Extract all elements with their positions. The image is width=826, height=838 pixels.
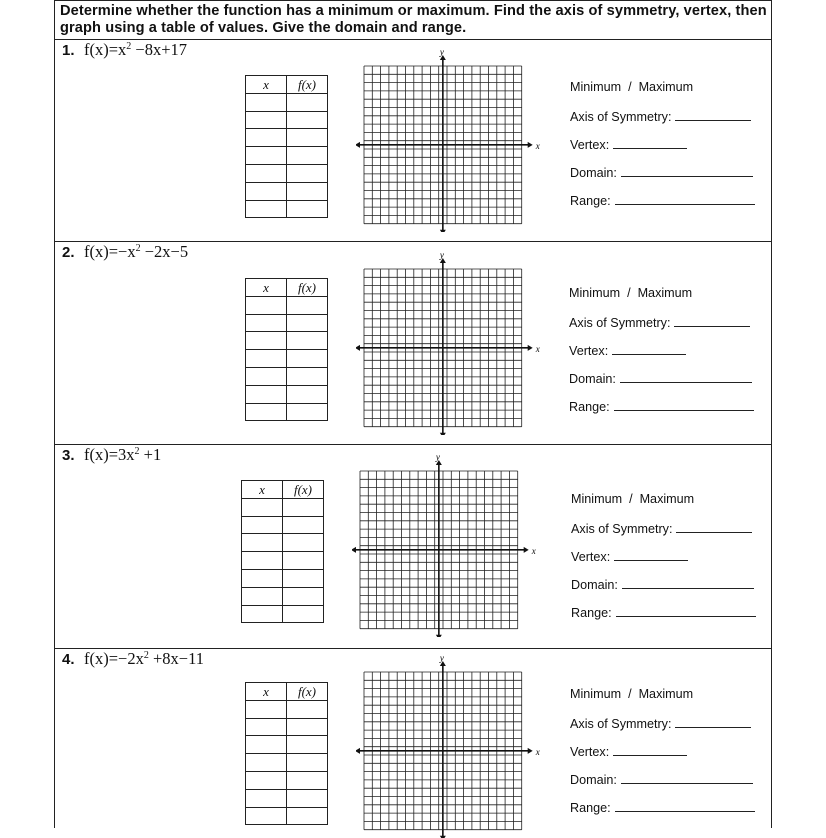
x-cell[interactable] — [242, 552, 283, 570]
fx-cell[interactable] — [283, 552, 324, 570]
x-cell[interactable] — [242, 516, 283, 534]
min-max-choice[interactable] — [570, 688, 693, 701]
range-field[interactable] — [570, 193, 755, 208]
domain-field-label: Domain: — [570, 166, 617, 180]
domain-field[interactable] — [571, 577, 754, 592]
min-max-choice-label: Minimum / Maximum — [570, 80, 694, 94]
range-field-blank[interactable] — [616, 605, 756, 617]
table-row — [246, 129, 328, 147]
range-field[interactable] — [570, 800, 755, 815]
x-axis-arrow-right-icon — [528, 142, 533, 148]
x-cell[interactable] — [246, 367, 287, 385]
table-header-row — [246, 683, 328, 701]
fx-cell[interactable] — [287, 164, 328, 182]
axis-of-symmetry-field[interactable] — [569, 315, 750, 330]
domain-field-label: Domain: — [569, 372, 616, 386]
vertex-field-blank[interactable] — [614, 549, 688, 561]
domain-field[interactable] — [570, 772, 753, 787]
axis-of-symmetry-field-label: Axis of Symmetry: — [570, 717, 672, 731]
fx-cell[interactable] — [287, 296, 328, 314]
fx-cell[interactable] — [287, 111, 328, 129]
vertex-field-label: Vertex: — [569, 344, 609, 358]
axis-of-symmetry-field-blank[interactable] — [676, 521, 752, 533]
x-axis-arrow-left-icon — [356, 142, 360, 148]
axis-of-symmetry-field[interactable] — [570, 716, 751, 731]
table-row — [242, 498, 324, 516]
fx-cell[interactable] — [287, 700, 328, 718]
fx-cell[interactable] — [283, 516, 324, 534]
fx-cell[interactable] — [287, 350, 328, 368]
range-field-label: Range: — [570, 801, 611, 815]
table-row — [246, 93, 328, 111]
x-cell[interactable] — [246, 164, 287, 182]
fx-cell[interactable] — [287, 314, 328, 332]
x-cell[interactable] — [246, 807, 287, 825]
x-header: x — [242, 481, 283, 499]
domain-field-label: Domain: — [571, 578, 618, 592]
fx-cell[interactable] — [287, 332, 328, 350]
expression-right: −8x+17 — [131, 40, 188, 59]
axis-of-symmetry-field[interactable] — [570, 109, 751, 124]
table-row — [246, 736, 328, 754]
expression-right: +1 — [139, 445, 162, 464]
range-field-label: Range: — [571, 606, 612, 620]
axis-of-symmetry-field-blank[interactable] — [675, 109, 751, 121]
expression-right: +8x−11 — [148, 649, 204, 668]
x-cell[interactable] — [242, 587, 283, 605]
x-cell[interactable] — [242, 534, 283, 552]
expression-left: f(x)=−x — [84, 242, 136, 261]
fx-cell[interactable] — [287, 129, 328, 147]
table-of-values — [241, 480, 324, 623]
table-row — [246, 332, 328, 350]
x-cell[interactable] — [246, 200, 287, 218]
x-cell[interactable] — [246, 385, 287, 403]
expression-exponent: 2 — [134, 446, 140, 457]
x-cell[interactable] — [246, 771, 287, 789]
fx-header: f(x) — [287, 683, 328, 701]
problem-number: 3. — [62, 447, 75, 464]
x-axis-arrow-right-icon — [528, 345, 533, 351]
table-row — [242, 569, 324, 587]
vertex-field-blank[interactable] — [613, 744, 687, 756]
table-of-values — [245, 278, 328, 421]
y-axis-label: y — [439, 654, 444, 663]
table-row — [242, 534, 324, 552]
fx-cell[interactable] — [287, 403, 328, 421]
vertex-field[interactable] — [570, 744, 687, 759]
table-row — [242, 552, 324, 570]
table-row — [246, 147, 328, 165]
table-of-values — [245, 682, 328, 825]
x-cell[interactable] — [246, 754, 287, 772]
fx-cell[interactable] — [287, 754, 328, 772]
table-row — [246, 771, 328, 789]
x-cell[interactable] — [242, 498, 283, 516]
x-cell[interactable] — [242, 605, 283, 623]
table-row — [246, 296, 328, 314]
expression-exponent: 2 — [135, 243, 141, 254]
table-row — [246, 807, 328, 825]
fx-cell[interactable] — [287, 147, 328, 165]
x-cell[interactable] — [246, 93, 287, 111]
table-row — [246, 385, 328, 403]
fx-cell[interactable] — [287, 807, 328, 825]
expression-exponent: 2 — [126, 41, 132, 52]
x-axis-label: x — [535, 343, 540, 354]
range-field-label: Range: — [569, 400, 610, 414]
expression-left: f(x)=x — [84, 40, 127, 59]
vertex-field-label: Vertex: — [571, 550, 611, 564]
fx-cell[interactable] — [283, 534, 324, 552]
fx-header: f(x) — [287, 76, 328, 94]
x-axis-label: x — [535, 140, 540, 151]
table-row — [246, 789, 328, 807]
x-cell[interactable] — [246, 736, 287, 754]
domain-field[interactable] — [569, 371, 752, 386]
x-cell[interactable] — [246, 182, 287, 200]
min-max-choice[interactable] — [569, 287, 692, 300]
fx-header: f(x) — [283, 481, 324, 499]
axis-of-symmetry-field-label: Axis of Symmetry: — [569, 316, 671, 330]
axis-of-symmetry-field[interactable] — [571, 521, 752, 536]
table-header-row — [246, 76, 328, 94]
vertex-field-blank[interactable] — [612, 343, 686, 355]
expression-left: f(x)=3x — [84, 445, 135, 464]
min-max-choice[interactable] — [571, 493, 694, 506]
fx-cell[interactable] — [287, 718, 328, 736]
function-expression — [84, 445, 161, 465]
axis-of-symmetry-field-blank[interactable] — [675, 716, 751, 728]
instructions: Determine whether the function has a minimum or maximum. Find the axis of symmetry, vertex, then graph using a table of values. Give the domain and range. — [60, 3, 767, 36]
x-axis-arrow-right-icon — [528, 748, 533, 754]
table-row — [246, 182, 328, 200]
fx-cell[interactable] — [287, 367, 328, 385]
table-row — [246, 164, 328, 182]
x-cell[interactable] — [246, 403, 287, 421]
table-header-row — [242, 481, 324, 499]
x-header: x — [246, 279, 287, 297]
x-cell[interactable] — [246, 332, 287, 350]
y-axis-arrow-down-icon — [440, 836, 446, 838]
y-axis-label: y — [439, 251, 444, 260]
function-expression — [84, 649, 204, 669]
range-field[interactable] — [569, 399, 754, 414]
min-max-choice-label: Minimum / Maximum — [570, 687, 694, 701]
range-field-blank[interactable] — [614, 399, 754, 411]
min-max-choice-label: Minimum / Maximum — [571, 492, 695, 506]
coordinate-grid — [356, 654, 544, 838]
expression-exponent: 2 — [143, 650, 149, 661]
axis-of-symmetry-field-blank[interactable] — [674, 315, 750, 327]
y-axis-arrow-down-icon — [436, 635, 442, 637]
table-row — [242, 587, 324, 605]
domain-field-blank[interactable] — [622, 577, 754, 589]
table-row — [242, 516, 324, 534]
table-row — [246, 111, 328, 129]
x-cell[interactable] — [246, 111, 287, 129]
min-max-choice-label: Minimum / Maximum — [569, 286, 693, 300]
fx-cell[interactable] — [287, 736, 328, 754]
vertex-field[interactable] — [569, 343, 686, 358]
x-header: x — [246, 76, 287, 94]
table-row — [246, 403, 328, 421]
vertex-field-label: Vertex: — [570, 745, 610, 759]
fx-cell[interactable] — [287, 771, 328, 789]
x-cell[interactable] — [246, 129, 287, 147]
x-cell[interactable] — [242, 569, 283, 587]
fx-cell[interactable] — [283, 605, 324, 623]
top-rule — [54, 0, 772, 1]
y-axis-arrow-down-icon — [440, 230, 446, 232]
vertex-field[interactable] — [570, 137, 687, 152]
x-cell[interactable] — [246, 350, 287, 368]
function-expression — [84, 40, 187, 60]
x-axis-label: x — [535, 746, 540, 757]
function-expression — [84, 242, 188, 262]
vertex-field[interactable] — [571, 549, 688, 564]
table-of-values — [245, 75, 328, 218]
x-cell[interactable] — [246, 789, 287, 807]
problem-number: 2. — [62, 244, 75, 261]
range-field[interactable] — [571, 605, 756, 620]
table-row — [246, 314, 328, 332]
fx-cell[interactable] — [283, 587, 324, 605]
y-axis-label: y — [435, 453, 440, 462]
table-row — [246, 367, 328, 385]
y-axis-label: y — [439, 48, 444, 57]
axis-of-symmetry-field-label: Axis of Symmetry: — [570, 110, 672, 124]
y-axis-arrow-down-icon — [440, 433, 446, 435]
x-cell[interactable] — [246, 147, 287, 165]
fx-header: f(x) — [287, 279, 328, 297]
expression-left: f(x)=−2x — [84, 649, 144, 668]
expression-right: −2x−5 — [140, 242, 189, 261]
fx-cell[interactable] — [283, 569, 324, 587]
x-axis-arrow-left-icon — [356, 345, 360, 351]
x-axis-label: x — [531, 545, 536, 556]
coordinate-grid — [356, 48, 544, 232]
table-row — [246, 700, 328, 718]
x-cell[interactable] — [246, 718, 287, 736]
range-field-label: Range: — [570, 194, 611, 208]
domain-field[interactable] — [570, 165, 753, 180]
table-row — [246, 754, 328, 772]
table-header-row — [246, 279, 328, 297]
range-field-blank[interactable] — [615, 193, 755, 205]
x-axis-arrow-left-icon — [352, 547, 356, 553]
coordinate-grid — [352, 453, 540, 637]
fx-cell[interactable] — [287, 182, 328, 200]
x-axis-arrow-left-icon — [356, 748, 360, 754]
x-cell[interactable] — [246, 296, 287, 314]
axis-of-symmetry-field-label: Axis of Symmetry: — [571, 522, 673, 536]
table-row — [242, 605, 324, 623]
vertex-field-label: Vertex: — [570, 138, 610, 152]
domain-field-blank[interactable] — [620, 371, 752, 383]
vertex-field-blank[interactable] — [613, 137, 687, 149]
x-cell[interactable] — [246, 700, 287, 718]
fx-cell[interactable] — [283, 498, 324, 516]
x-cell[interactable] — [246, 314, 287, 332]
x-header: x — [246, 683, 287, 701]
range-field-blank[interactable] — [615, 800, 755, 812]
table-row — [246, 350, 328, 368]
coordinate-grid — [356, 251, 544, 435]
table-row — [246, 200, 328, 218]
fx-cell[interactable] — [287, 789, 328, 807]
problem-number: 1. — [62, 42, 75, 59]
fx-cell[interactable] — [287, 200, 328, 218]
domain-field-blank[interactable] — [621, 772, 753, 784]
min-max-choice[interactable] — [570, 81, 693, 94]
problem-number: 4. — [62, 651, 75, 668]
domain-field-label: Domain: — [570, 773, 617, 787]
fx-cell[interactable] — [287, 93, 328, 111]
fx-cell[interactable] — [287, 385, 328, 403]
domain-field-blank[interactable] — [621, 165, 753, 177]
x-axis-arrow-right-icon — [524, 547, 529, 553]
table-row — [246, 718, 328, 736]
